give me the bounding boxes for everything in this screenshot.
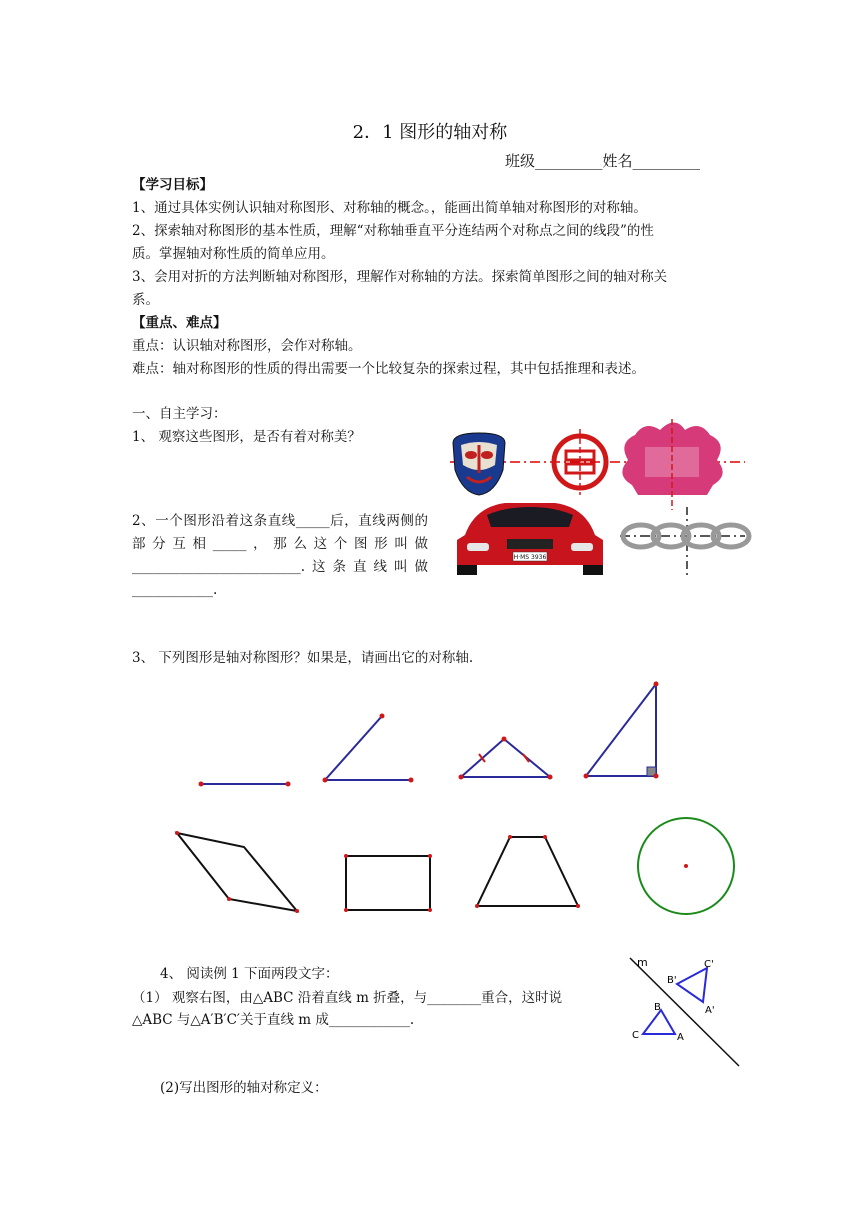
goal-line: 系。 (132, 292, 159, 308)
question-1: 1、 观察这些图形，是否有着对称美？ (132, 429, 361, 445)
fold-diagram (615, 950, 755, 1075)
self-study-heading: 一、自主学习： (132, 406, 227, 422)
parallelogram-figure (177, 833, 297, 911)
symmetry-pictures (445, 415, 755, 590)
car-plate: H·MS 3936 (513, 554, 547, 561)
label-c-prime: C' (704, 959, 714, 970)
goal-line: 质。掌握轴对称性质的简单应用。 (132, 246, 335, 262)
question-4-part-2: (2)写出图形的轴对称定义： (160, 1080, 328, 1096)
goals-heading: 【学习目标】 (132, 177, 213, 193)
rectangle-figure (346, 856, 430, 910)
label-b-prime: B' (667, 975, 677, 986)
question-4-heading: 4、 阅读例 1 下面两段文字： (160, 966, 339, 982)
difficulty-point: 难点：轴对称图形的性质的得出需要一个比较复杂的探索过程，其中包括推理和表述。 (132, 361, 645, 377)
keypoints-heading: 【重点、难点】 (132, 315, 227, 331)
car-icon (457, 503, 603, 575)
angle-figure (325, 716, 411, 780)
class-name-line: 班级_________姓名_________ (505, 152, 701, 170)
goal-line: 1、通过具体实例认识轴对称图形、对称轴的概念。，能画出简单轴对称图形的对称轴。 (132, 200, 647, 216)
trapezoid-figure (477, 837, 578, 906)
isosceles-triangle-figure (461, 739, 550, 777)
rings-logo-icon (620, 507, 749, 575)
question-3: 3、 下列图形是轴对称图形？如果是，请画出它的对称轴. (132, 650, 474, 666)
label-a: A (677, 1032, 684, 1043)
label-a-prime: A' (705, 1005, 715, 1016)
goal-line: 2、探索轴对称图形的基本性质，理解“对称轴垂直平分连结两个对称点之间的线段”的性 (132, 223, 654, 239)
goal-line: 3、会用对折的方法判断轴对称图形，理解作对称轴的方法。探索简单图形之间的轴对称关 (132, 269, 668, 285)
key-point: 重点：认识轴对称图形，会作对称轴。 (132, 338, 362, 354)
label-m: m (637, 956, 648, 969)
label-b: B (654, 1002, 661, 1013)
opera-mask-icon (453, 433, 505, 495)
paper-cut-icon (622, 419, 722, 510)
page-title: 2．1 图形的轴对称 (352, 122, 508, 143)
right-triangle-figure (586, 684, 656, 776)
label-c: C (632, 1030, 639, 1041)
question-2: 2、一个图形沿着这条直线_____后，直线两侧的部分互相_____，那么这个图形叫做_________________________.这条直线叫做____________. (132, 513, 428, 598)
geometry-figures (0, 670, 860, 930)
question-4-part-1: （1） 观察右图，由△ABC 沿着直线 m 折叠，与________重合，这时说△ABC 与△A′B′C′关于直线 m 成____________. (132, 990, 563, 1028)
